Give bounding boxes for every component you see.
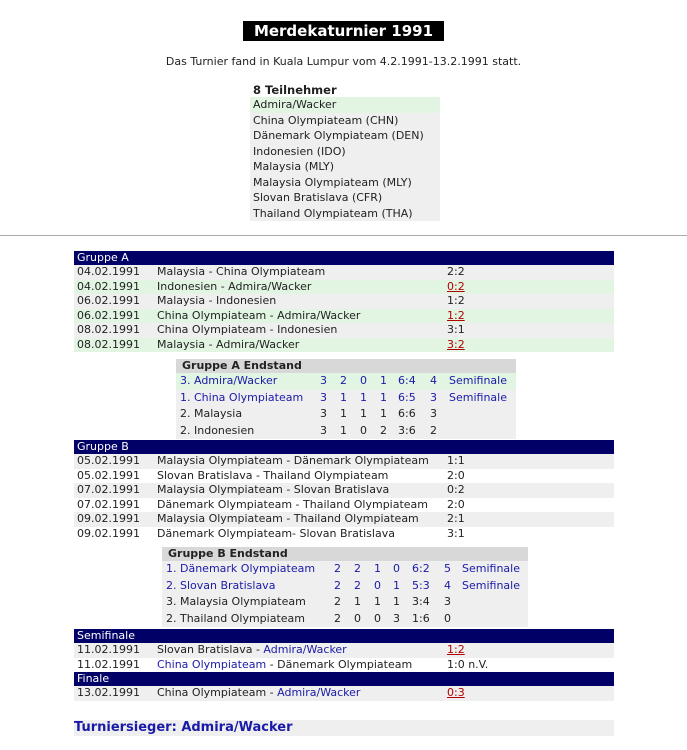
table-row [74, 469, 614, 484]
match-teams: Slovan Bratislava - Thailand Olympiateam [157, 468, 389, 482]
match-result: 2:1 [447, 512, 465, 525]
match-result-link[interactable]: 0:2 [447, 279, 465, 293]
goals: 1:6 [412, 611, 430, 625]
goals: 6:5 [398, 390, 416, 404]
team-home-link[interactable]: China Olympiateam [157, 657, 267, 671]
drawn: 1 [374, 562, 381, 575]
match-date: 05.02.1991 [77, 468, 140, 482]
match-result: 0:2 [447, 483, 465, 496]
table-row [74, 338, 614, 353]
goals: 6:4 [398, 374, 416, 387]
played: 3 [320, 407, 327, 420]
played: 2 [334, 578, 341, 592]
group-a-header: Gruppe A [74, 251, 614, 265]
points: 2 [430, 423, 437, 437]
drawn: 0 [374, 611, 381, 625]
match-date: 09.02.1991 [77, 526, 140, 540]
match-date: 11.02.1991 [77, 657, 140, 671]
played: 2 [334, 595, 341, 608]
table-row [74, 265, 614, 280]
team-name: 3. Malaysia Olympiateam [166, 595, 306, 608]
standings-row [176, 390, 516, 407]
team-name[interactable]: 1. Dänemark Olympiateam [166, 562, 316, 575]
drawn: 0 [374, 578, 381, 592]
match-date: 08.02.1991 [77, 337, 140, 351]
won: 0 [354, 611, 361, 625]
lost: 1 [393, 595, 400, 608]
match-date: 06.02.1991 [77, 294, 140, 307]
match-teams: Malaysia - Admira/Wacker [157, 337, 300, 351]
lost: 1 [380, 374, 387, 387]
points: 4 [430, 374, 437, 387]
table-row [74, 280, 614, 295]
lost: 1 [393, 578, 400, 592]
team-away-link[interactable]: Admira/Wacker [277, 686, 361, 699]
played: 2 [334, 611, 341, 625]
standings-row [176, 373, 516, 390]
goals: 3:6 [398, 423, 416, 437]
points: 5 [444, 562, 451, 575]
match-teams: Dänemark Olympiateam - Thailand Olympiateam [157, 497, 429, 511]
match-result-link[interactable]: 0:3 [447, 686, 465, 699]
match-result: 1:2 [447, 294, 465, 307]
group-a-table [74, 251, 614, 352]
match-result: 3:1 [447, 323, 465, 336]
qualification-note: Semifinale [449, 374, 507, 387]
lost: 2 [380, 423, 387, 437]
match-result: 1:1 [447, 454, 465, 467]
won: 2 [354, 578, 361, 592]
participants-header: 8 Teilnehmer [253, 83, 337, 97]
standings-row [162, 611, 528, 628]
played: 3 [320, 390, 327, 404]
drawn: 1 [360, 390, 367, 404]
played: 2 [334, 562, 341, 575]
points: 4 [444, 578, 451, 592]
match-date: 07.02.1991 [77, 497, 140, 511]
match-result: 2:2 [447, 265, 465, 278]
table-row [74, 686, 614, 701]
standings-row [162, 578, 528, 595]
list-item: Admira/Wacker [250, 97, 440, 113]
match-teams: Malaysia - China Olympiateam [157, 265, 326, 278]
list-item: Indonesien (IDO) [250, 144, 440, 160]
semifinal-header: Semifinale [74, 629, 614, 643]
drawn: 0 [360, 423, 367, 437]
lost: 1 [380, 407, 387, 420]
match-teams [157, 643, 347, 658]
standings-header: Gruppe B Endstand [162, 547, 528, 561]
match-teams: China Olympiateam - Admira/Wacker [157, 308, 361, 322]
match-date: 11.02.1991 [77, 643, 140, 656]
match-result: 1:0 n.V. [447, 657, 489, 671]
match-teams: Malaysia Olympiateam - Thailand Olympiateam [157, 512, 419, 525]
standings-row [162, 561, 528, 578]
lost: 1 [380, 390, 387, 404]
table-row [74, 309, 614, 324]
group-a-standings [176, 359, 516, 439]
standings-row [176, 406, 516, 423]
goals: 3:4 [412, 595, 430, 608]
match-date: 09.02.1991 [77, 512, 140, 525]
team-name: 2. Thailand Olympiateam [166, 611, 305, 625]
goals: 5:3 [412, 578, 430, 592]
played: 3 [320, 423, 327, 437]
qualification-note: Semifinale [462, 562, 520, 575]
goals: 6:6 [398, 407, 416, 420]
standings-row [176, 423, 516, 440]
table-row [74, 294, 614, 309]
match-date: 06.02.1991 [77, 308, 140, 322]
table-row [74, 643, 614, 658]
group-b-table [74, 440, 614, 541]
table-row [74, 512, 614, 527]
intro-text: Das Turnier fand in Kuala Lumpur vom 4.2.1991-13.2.1991 statt. [165, 55, 522, 68]
participants-list [250, 83, 440, 221]
team-name: 2. Malaysia [180, 407, 243, 420]
team-name: 2. Indonesien [180, 423, 255, 437]
match-result: 3:1 [447, 526, 465, 540]
table-row [74, 483, 614, 498]
match-date: 05.02.1991 [77, 454, 140, 467]
match-date: 08.02.1991 [77, 323, 140, 336]
points: 0 [444, 611, 451, 625]
drawn: 1 [360, 407, 367, 420]
won: 1 [354, 595, 361, 608]
table-row [74, 454, 614, 469]
match-teams [157, 686, 360, 701]
won: 2 [354, 562, 361, 575]
won: 1 [340, 423, 347, 437]
table-row [74, 498, 614, 513]
team-name[interactable]: 3. Admira/Wacker [180, 374, 278, 387]
goals: 6:2 [412, 562, 430, 575]
match-result-link[interactable]: 1:2 [447, 308, 465, 322]
team-home: China Olympiateam - [157, 686, 278, 699]
knockout-table [74, 629, 614, 701]
team-home: Slovan Bratislava - [157, 643, 264, 656]
match-teams: Malaysia Olympiateam - Slovan Bratislava [157, 483, 390, 496]
points: 3 [444, 595, 451, 608]
group-b-header: Gruppe B [74, 440, 614, 454]
points: 3 [430, 407, 437, 420]
match-result: 2:0 [447, 497, 465, 511]
list-item: China Olympiateam (CHN) [250, 113, 440, 129]
team-name[interactable]: 1. China Olympiateam [180, 390, 304, 404]
list-item: Dänemark Olympiateam (DEN) [250, 128, 440, 144]
list-item: Thailand Olympiateam (THA) [250, 206, 440, 222]
won: 1 [340, 390, 347, 404]
match-date: 07.02.1991 [77, 483, 140, 496]
final-header: Finale [74, 672, 614, 686]
match-date: 13.02.1991 [77, 686, 140, 699]
qualification-note: Semifinale [449, 390, 507, 404]
match-date: 04.02.1991 [77, 279, 140, 293]
played: 3 [320, 374, 327, 387]
standings-row [162, 594, 528, 611]
match-teams: Malaysia Olympiateam - Dänemark Olympiateam [157, 454, 429, 467]
won: 2 [340, 374, 347, 387]
table-row [74, 527, 614, 542]
qualification-note: Semifinale [462, 578, 520, 592]
table-row [74, 658, 614, 673]
drawn: 1 [374, 595, 381, 608]
page-title: Merdekaturnier 1991 [243, 21, 444, 41]
lost: 3 [393, 611, 400, 625]
list-item: Malaysia Olympiateam (MLY) [250, 175, 440, 191]
points: 3 [430, 390, 437, 404]
match-result-link[interactable]: 3:2 [447, 337, 465, 351]
lost: 0 [393, 562, 400, 575]
divider [0, 235, 687, 236]
team-away-link[interactable]: Admira/Wacker [263, 643, 347, 656]
group-b-standings [162, 547, 528, 627]
match-teams: China Olympiateam - Indonesien [157, 323, 338, 336]
list-item: Malaysia (MLY) [250, 159, 440, 175]
drawn: 0 [360, 374, 367, 387]
tournament-winner: Turniersieger: Admira/Wacker [74, 720, 614, 736]
table-row [74, 323, 614, 338]
match-result: 2:0 [447, 468, 465, 482]
won: 1 [340, 407, 347, 420]
match-teams: Indonesien - Admira/Wacker [157, 279, 312, 293]
match-teams: Malaysia - Indonesien [157, 294, 277, 307]
team-away: - Dänemark Olympiateam [266, 657, 413, 671]
standings-header: Gruppe A Endstand [176, 359, 516, 373]
list-item: Slovan Bratislava (CFR) [250, 190, 440, 206]
match-result-link[interactable]: 1:2 [447, 643, 465, 656]
match-date: 04.02.1991 [77, 265, 140, 278]
team-name[interactable]: 2. Slovan Bratislava [166, 578, 276, 592]
match-teams [157, 658, 412, 673]
match-teams: Dänemark Olympiateam- Slovan Bratislava [157, 526, 395, 540]
